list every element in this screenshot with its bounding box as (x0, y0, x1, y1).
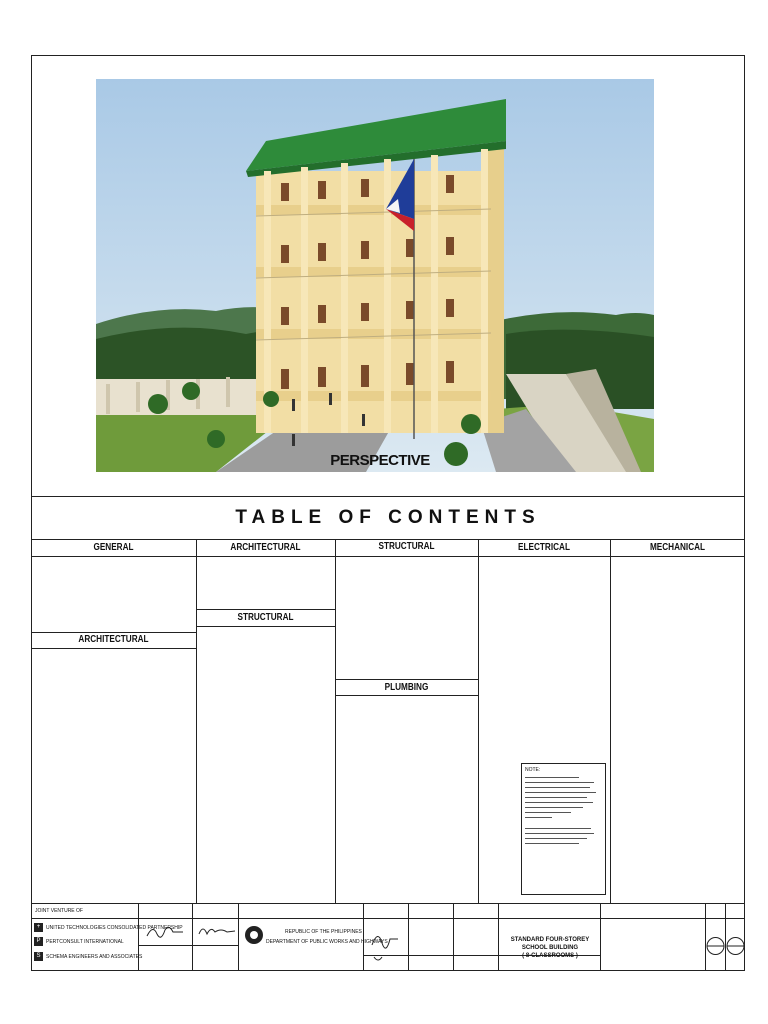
col-header-general: GENERAL (93, 542, 134, 553)
col-divider-4 (610, 539, 611, 903)
tb-div-7 (498, 903, 499, 971)
col-divider-3 (478, 539, 479, 903)
note-box (521, 763, 606, 895)
tb-div-5 (408, 903, 409, 971)
subhead-rule-top-2 (196, 609, 335, 610)
joint-venture-label: JOINT VENTURE OF (35, 908, 83, 914)
col-header-architectural: ARCHITECTURAL (230, 542, 301, 553)
note-heading: NOTE: (525, 767, 541, 773)
tb-div-3 (238, 903, 239, 971)
building-rendering (96, 79, 654, 472)
col-divider-2 (335, 539, 336, 903)
col-header-electrical: ELECTRICAL (518, 542, 570, 553)
sheet-symbol-2 (726, 928, 745, 964)
utc-logo-icon: + (34, 923, 43, 932)
tb-div-6 (453, 903, 454, 971)
dpwh-seal-icon (244, 925, 264, 945)
divider-perspective (31, 496, 745, 497)
tb-sig-rule (138, 945, 238, 946)
perspective-image (96, 79, 654, 472)
col-header-structural: STRUCTURAL (378, 541, 435, 552)
subhead-architectural: ARCHITECTURAL (78, 634, 149, 645)
pertconsult-logo-icon: P (34, 937, 43, 946)
project-line-1: STANDARD FOUR-STOREY (510, 937, 590, 943)
toc-title: TABLE OF CONTENTS (235, 507, 541, 528)
signature-3 (368, 925, 400, 965)
signature-1 (145, 922, 185, 942)
tb-div-1 (138, 903, 139, 971)
project-title (500, 936, 600, 960)
tb-div-2 (192, 903, 193, 971)
subhead-rule-bottom-2 (196, 626, 335, 627)
project-line-2: SCHOOL BUILDING (521, 945, 579, 951)
sheet-symbol-1 (706, 928, 725, 964)
project-line-3: ( 8-CLASSROOMS ) (522, 953, 578, 959)
firm-1: UNITED TECHNOLOGIES CONSOLIDATED PARTNERSHIP (46, 925, 183, 931)
subhead-rule-top-3 (335, 679, 478, 680)
tb-div-4 (363, 903, 364, 971)
subhead-rule-bottom-1 (31, 648, 196, 649)
department-label: DEPARTMENT OF PUBLIC WORKS AND HIGHWAYS (266, 939, 388, 945)
subhead-rule-bottom-3 (335, 695, 478, 696)
schema-logo-icon: S (34, 952, 43, 961)
tb-div-8 (600, 903, 601, 971)
signature-2 (197, 922, 237, 940)
firm-3: SCHEMA ENGINEERS AND ASSOCIATES (46, 954, 143, 960)
col-header-mechanical: MECHANICAL (649, 542, 706, 553)
firm-2: PERTCONSULT INTERNATIONAL (46, 939, 124, 945)
perspective-label: PERSPECTIVE (330, 452, 430, 469)
subhead-plumbing: PLUMBING (384, 682, 429, 693)
col-divider-1 (196, 539, 197, 903)
divider-col-headers (31, 556, 745, 557)
divider-toc-title (31, 539, 745, 540)
subhead-structural: STRUCTURAL (237, 612, 294, 623)
subhead-rule-top-1 (31, 632, 196, 633)
republic-label: REPUBLIC OF THE PHILIPPINES (285, 929, 362, 935)
